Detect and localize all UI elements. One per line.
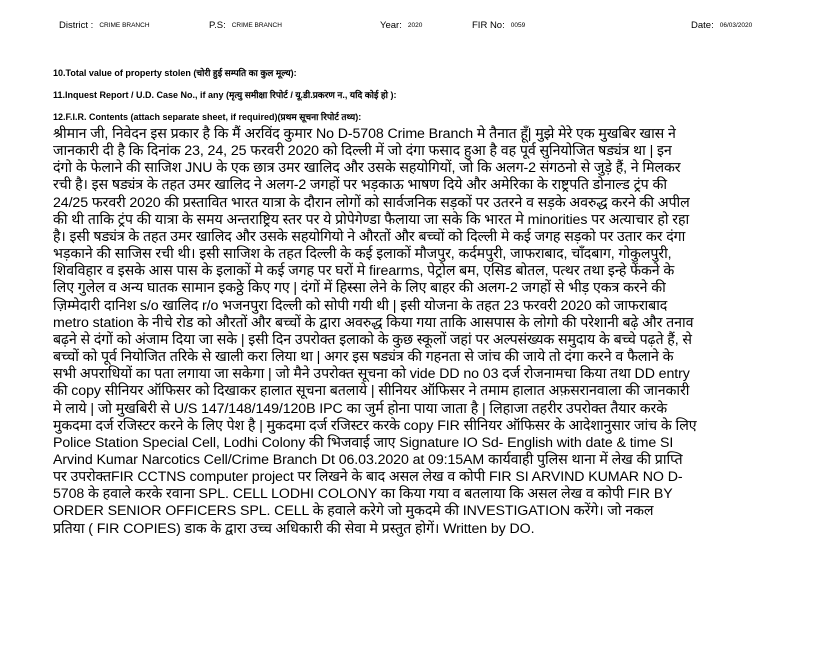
date-label: Date: [691,20,714,31]
contents-line: लिए गुलेल व अन्य घातक सामान इकठ्ठे किए गए | दंगों में हिस्सा लेने के लिए बाहर की अलग-2 जगहों से भीड़ एकत्र करने की [53,280,666,297]
contents-line: सभी अपराधियों का पता लगाया जा सकेगा | जो मैने उपरोक्त सूचना को vide DD no 03 दर्ज रोजनामचा किया तथा DD entry [53,366,690,383]
contents-line: ज़िम्मेदारी दानिश s/o खालिद r/o भजनपुरा दिल्ली को सोपी गयी थी | इसी योजना के तहत 23 फरवरी 2020 को जाफराबाद [53,297,668,314]
contents-line: बढ़ने से दंगों को अंजाम दिया जा सके | इसी दिन उपरोक्त इलाको के कुछ स्कूलों जहां पर अल्पसंख्यक समुदाय के बच्चे पढ़ते हैं, से [53,331,692,348]
fir-number-label: FIR No: [472,20,505,31]
property-value-field: 10.Total value of property stolen (चोरी हुई सम्पति का कुल मूल्य): [53,68,297,78]
fir-number-field [472,20,525,31]
contents-line: की थी ताकि ट्रंप की यात्रा के समय अन्तराष्ट्रिय स्तर पर ये प्रोपेगेण्डा फैलाया जा सके कि भारत मे minorities पर अत्याचार हो रहा [53,211,690,228]
district-label: District : [59,20,94,31]
contents-line: बच्चों को पूर्व नियोजित तरिके से खाली करा लिया था | अगर इस षड्यंत्र की गहनता से जांच की जाये तो दंगा करने व फैलाने के [53,349,674,366]
contents-line: श्रीमान जी, निवेदन इस प्रकार है कि मैं अरविंद कुमार No D-5708 Crime Branch मे तैनात हूँ| मुझे मेरे एक मुखबिर खास ने [53,126,676,142]
year-value: 2020 [407,22,423,29]
police-station-label: P.S: [209,20,226,31]
contents-line: metro station के नीचे रोड को औरतों और बच्चों के द्वारा अवरुद्ध किया गया ताकि आसपास के लोगो की परेशानी बढ़े और तनाव [53,314,694,331]
contents-line: Police Station Special Cell, Lodhi Colony की भिजवाई जाए Signature IO Sd- English with date & time SI [53,434,674,451]
year-label: Year: [380,20,402,31]
fir-contents-heading: 12.F.I.R. Contents (attach separate sheet, if required)(प्रथम सूचना रिपोर्ट तथ्य): [53,112,362,122]
police-station-value: CRIME BRANCH [231,22,282,29]
contents-line: ORDER SENIOR OFFICERS SPL. CELL के हवाले करेगे जो मुकदमे की INVESTIGATION करेंगे। जो नकल [53,503,654,520]
date-field [691,20,752,31]
police-station-field [209,20,282,31]
contents-line: की copy सीनियर ऑफिसर को दिखाकर हालात सूचना बतलाये | सीनियर ऑफिसर ने तमाम हालात अफ़सरानवाला की जानकारी [53,383,690,400]
fir-number-value: 0059 [510,22,526,29]
contents-line: भड़काने की साजिस रची थी। इसी साजिश के तहत दिल्ली के कई इलाकों मौजपुर, कर्दमपुरी, जाफराबाद, चाँदबाग, गोकुलपुरी, [53,246,672,263]
date-value: 06/03/2020 [719,22,753,29]
contents-line: 5708 के हवाले करके रवाना SPL. CELL LODHI COLONY का किया गया व बतलाया कि असल लेख व कोपी FIR BY [53,486,673,503]
district-field [59,20,150,31]
district-value: CRIME BRANCH [99,22,150,29]
year-field [380,20,422,31]
fir-contents-body [53,126,813,538]
contents-line: रची है। इस षड्यंत्र के तहत उमर खालिद ने अलग-2 जगहों पर भड़काऊ भाषण दिये और अमेरिका के राष्ट्रपति डोनाल्ड ट्रंप की [53,177,667,194]
contents-line: दंगो के फेलाने की साजिश JNU के एक छात्र उमर खालिद और उसके सहयोगियों, जो कि अलग-2 संगठनो से जुड़े हैं, ने मिलकर [53,160,681,177]
contents-line: है। इसी षड्यंत्र के तहत उमर खालिद और उसके सहयोगियो ने औरतों और बच्चों को दिल्ली मे कई जगह सड़को पर उतार कर दंगा [53,228,686,245]
contents-line: 24/25 फरवरी 2020 की प्रस्तावित भारत यात्रा के दौरान लोगों को सार्वजनिक सड़कों पर उतरने व सड़के अवरुद्ध करने की अपील [53,194,690,211]
contents-line: शिवविहार व इसके आस पास के इलाकों मे कई जगह पर घरों मे firearms, पेट्रोल बम, एसिड बोतल, पत्थर तथा इन्हे फेंकने के [53,263,675,280]
contents-line: जानकारी दी है कि दिनांक 23, 24, 25 फरवरी 2020 को दिल्ली में जो दंगा फसाद हुआ है वह पूर्व सुनियोजित षड्यंत्र था | इन [53,143,672,160]
contents-line: मे लाये | जो मुखबिरी से U/S 147/148/149/120B IPC का जुर्म होना पाया जाता है | लिहाजा तहरीर उपरोक्त तैयार करके [53,400,667,417]
contents-line: प्रतिया ( FIR COPIES) डाक के द्वारा उच्च अधिकारी की सेवा मे प्रस्तुत होगें। Written by DO. [53,520,535,537]
inquest-report-field: 11.Inquest Report / U.D. Case No., if any (मृत्यु समीक्षा रिपोर्ट / यू.डी.प्रकरण न., यदि कोई हो ): [53,90,397,100]
fir-header [0,20,833,34]
contents-line: Arvind Kumar Narcotics Cell/Crime Branch Dt 06.03.2020 at 09:15AM कार्यवाही पुलिस थाना में लेख की प्राप्ति [53,451,683,468]
contents-line: मुकदमा दर्ज रजिस्टर करने के लिए पेश है | मुकदमा दर्ज रजिस्टर करके copy FIR सीनियर ऑफिसर के आदेशानुसार जांच के लिए [53,417,697,434]
contents-line: पर उपरोक्तFIR CCTNS computer project पर लिखने के बाद असल लेख व कोपी FIR SI ARVIND KUMAR NO D- [53,469,683,486]
